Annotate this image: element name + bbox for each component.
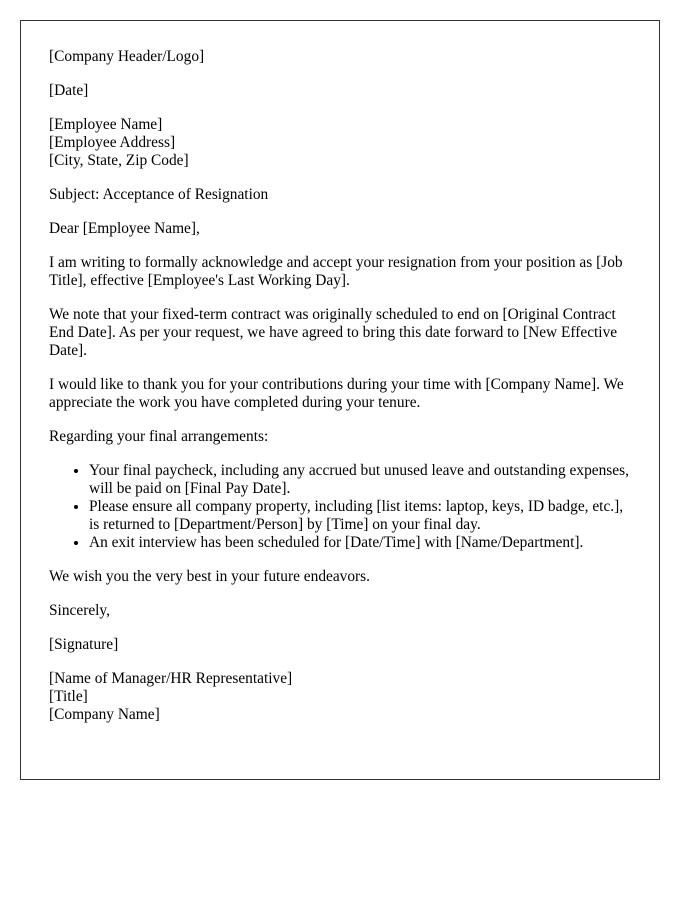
paragraph-acknowledgement: I am writing to formally acknowledge and accept your resignation from your position as [Job Title], effective [Employee's Last Working Day]. xyxy=(49,254,623,289)
recipient-city-state-zip: [City, State, Zip Code] xyxy=(49,152,189,169)
paragraph-arrangements-intro: Regarding your final arrangements: xyxy=(49,428,269,445)
recipient-name: [Employee Name] xyxy=(49,116,163,133)
salutation: Dear [Employee Name], xyxy=(49,220,200,237)
letter-page xyxy=(20,20,660,780)
signer-block xyxy=(49,670,631,724)
signer-company: [Company Name] xyxy=(49,706,160,723)
subject-line: Subject: Acceptance of Resignation xyxy=(49,186,269,203)
paragraph-thanks: I would like to thank you for your contributions during your time with [Company Name]. We appreciate the work you have completed during your tenure. xyxy=(49,376,624,411)
paragraph-contract-date: We note that your fixed-term contract was originally scheduled to end on [Original Contract End Date]. As per your request, we have agreed to bring this date forward to [New Effective Date]. xyxy=(49,306,618,359)
sign-off: Sincerely, xyxy=(49,602,110,619)
list-item-exit-interview: • An exit interview has been scheduled for [Date/Time] with [Name/Department]. xyxy=(89,534,631,552)
signer-name: [Name of Manager/HR Representative] xyxy=(49,670,293,687)
closing-wish: We wish you the very best in your future endeavors. xyxy=(49,568,371,585)
recipient-address: [Employee Address] xyxy=(49,134,176,151)
list-item-final-paycheck: • Your final paycheck, including any accrued but unused leave and outstanding expenses, will be paid on [Final Pay Date]. xyxy=(89,462,631,498)
arrangements-list xyxy=(49,462,631,552)
company-header: [Company Header/Logo] xyxy=(49,48,205,65)
list-item-company-property: • Please ensure all company property, including [list items: laptop, keys, ID badge, etc.], is returned to [Department/Person] by [Time] on your final day. xyxy=(89,498,631,534)
letter-date: [Date] xyxy=(49,82,89,99)
signer-title: [Title] xyxy=(49,688,88,705)
signature-placeholder: [Signature] xyxy=(49,636,119,653)
recipient-block xyxy=(49,116,631,170)
